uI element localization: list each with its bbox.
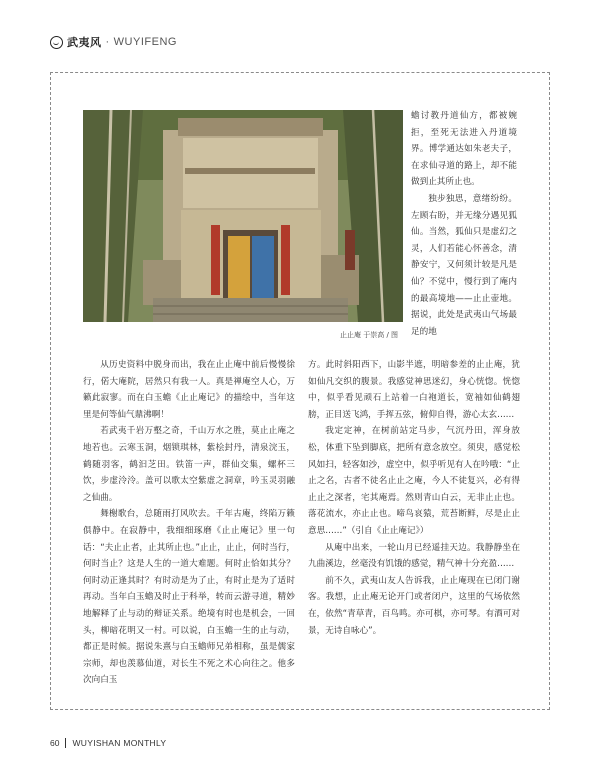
paragraph: 从庵中出来，一轮山月已经遥挂天边。我静静坐在九曲溪边，丝毫没有饥饿的感觉，精气神十分充盈……	[308, 542, 520, 570]
paragraph: 方。此时斜阳西下，山影半遮，明暗参差的止止庵，犹如仙凡交织的腹景。我感觉神思迷幻，身心恍惚。恍惚中，似乎看见顽石上站着一白袍道长，宽袖如仙鹤翅膀，正目送飞鸿，手挥五弦，俯仰自得，游心太玄……	[308, 360, 520, 420]
brand-header	[50, 33, 177, 51]
paragraph: 从历史资料中脱身而出，我在止止庵中前后慢慢徐行，偌大庵院，居然只有我一人。真是禅庵空人心，万籁此寂寥。而在白玉蟾《止止庵记》的描绘中，当年这里是何等仙气鼎沸啊！	[83, 360, 295, 420]
photo-caption: 止止庵 于崇高 / 图	[340, 331, 399, 339]
paragraph: 前不久，武夷山友人告诉我，止止庵现在已闭门谢客。我想，止止庵无论开门或者闭户，这里的气场依然在，依然“青草青，百鸟鸣。亦可棋，亦可琴。有酒可对景，无诗自咏心”。	[308, 575, 520, 636]
brand-logo-icon	[50, 36, 63, 49]
paragraph: 若武夷千岩万壑之奇，千山万水之胜，莫止止庵之地若也。云寒玉洞，烟锁琪林，紫桧封丹，清泉浣玉，鹤随羽客，鹤汩芝田。铁笛一声，群仙交集，螺杯三饮，步虚泠泠。盖可以歌太空紫虚之洞章，吟玉灵羽融之仙曲。	[83, 426, 295, 503]
brand-name-cn: 武夷风	[67, 36, 102, 49]
article-column-right	[308, 357, 520, 639]
paragraph: 我定定神，在树前站定马步，气沉丹田，浑身放松，体重下坠到脚底，把所有意念放空。须臾，感觉松风如扫，轻客如沙，虚空中，似乎听见有人在吟哦：“止止之名，古者不徒名止止之庵，今人不徒复兴，必有得止止之深者，宅其庵焉。然则青山白云，无非止止也。落花流水，亦止止也。啼鸟哀猿，荒苔断鲜，尽是止止意思……”（引自《止止庵记》）	[308, 426, 520, 536]
magazine-name: WUYISHAN MONTHLY	[72, 738, 167, 748]
paragraph: 独步独思，意绪纷纷。左顾右盼，并无缘分遇见狐仙。当然，狐仙只是虚幻之灵，人们若能心怀善念，清静安宁，又何须计较是凡是仙？不觉中，慢行到了庵内的最高境地——止止壶地。据说，此处是武夷山气场最足的地	[411, 193, 517, 337]
article-column-left	[83, 357, 295, 689]
brand-name-en: WUYIFENG	[113, 36, 177, 48]
brand-separator: ·	[105, 36, 110, 48]
article-column-top-right	[411, 108, 517, 340]
paragraph: 舞榭歌台，总随雨打风吹去。千年古庵，终陷万籁俱静中。在寂静中，我细细琢磨《止止庵记》里一句话：“夫止止者，止其所止也。”止止，止止，何时当行，何时当止？这是人生的一道大难题。何时止恰如其分？何时动正逢其时？有时动是为了止，有时止是为了适时再动。当年白玉蟾及时止于科举，转而云游寻道，精妙地解释了止与动的辩证关系。绝境有时也是机会，一回头，柳暗花明又一村。可以说，白玉蟾一生的止与动，都正是时候。据说朱熹与白玉蟾师兄弟相称，虽是儒家宗师，却也羡慕仙道，对长生不死之术心向往之。他多次向白玉	[83, 509, 295, 686]
paragraph: 蟾讨教丹道仙方，都被婉拒，至死无法进入丹道境界。博学通达如朱老夫子，在求仙寻道的路上，却不能做到止其所止也。	[411, 111, 517, 188]
page-number: 60	[50, 738, 60, 748]
footer-divider	[65, 738, 66, 748]
temple-photo	[83, 110, 403, 322]
page-footer	[50, 738, 166, 748]
